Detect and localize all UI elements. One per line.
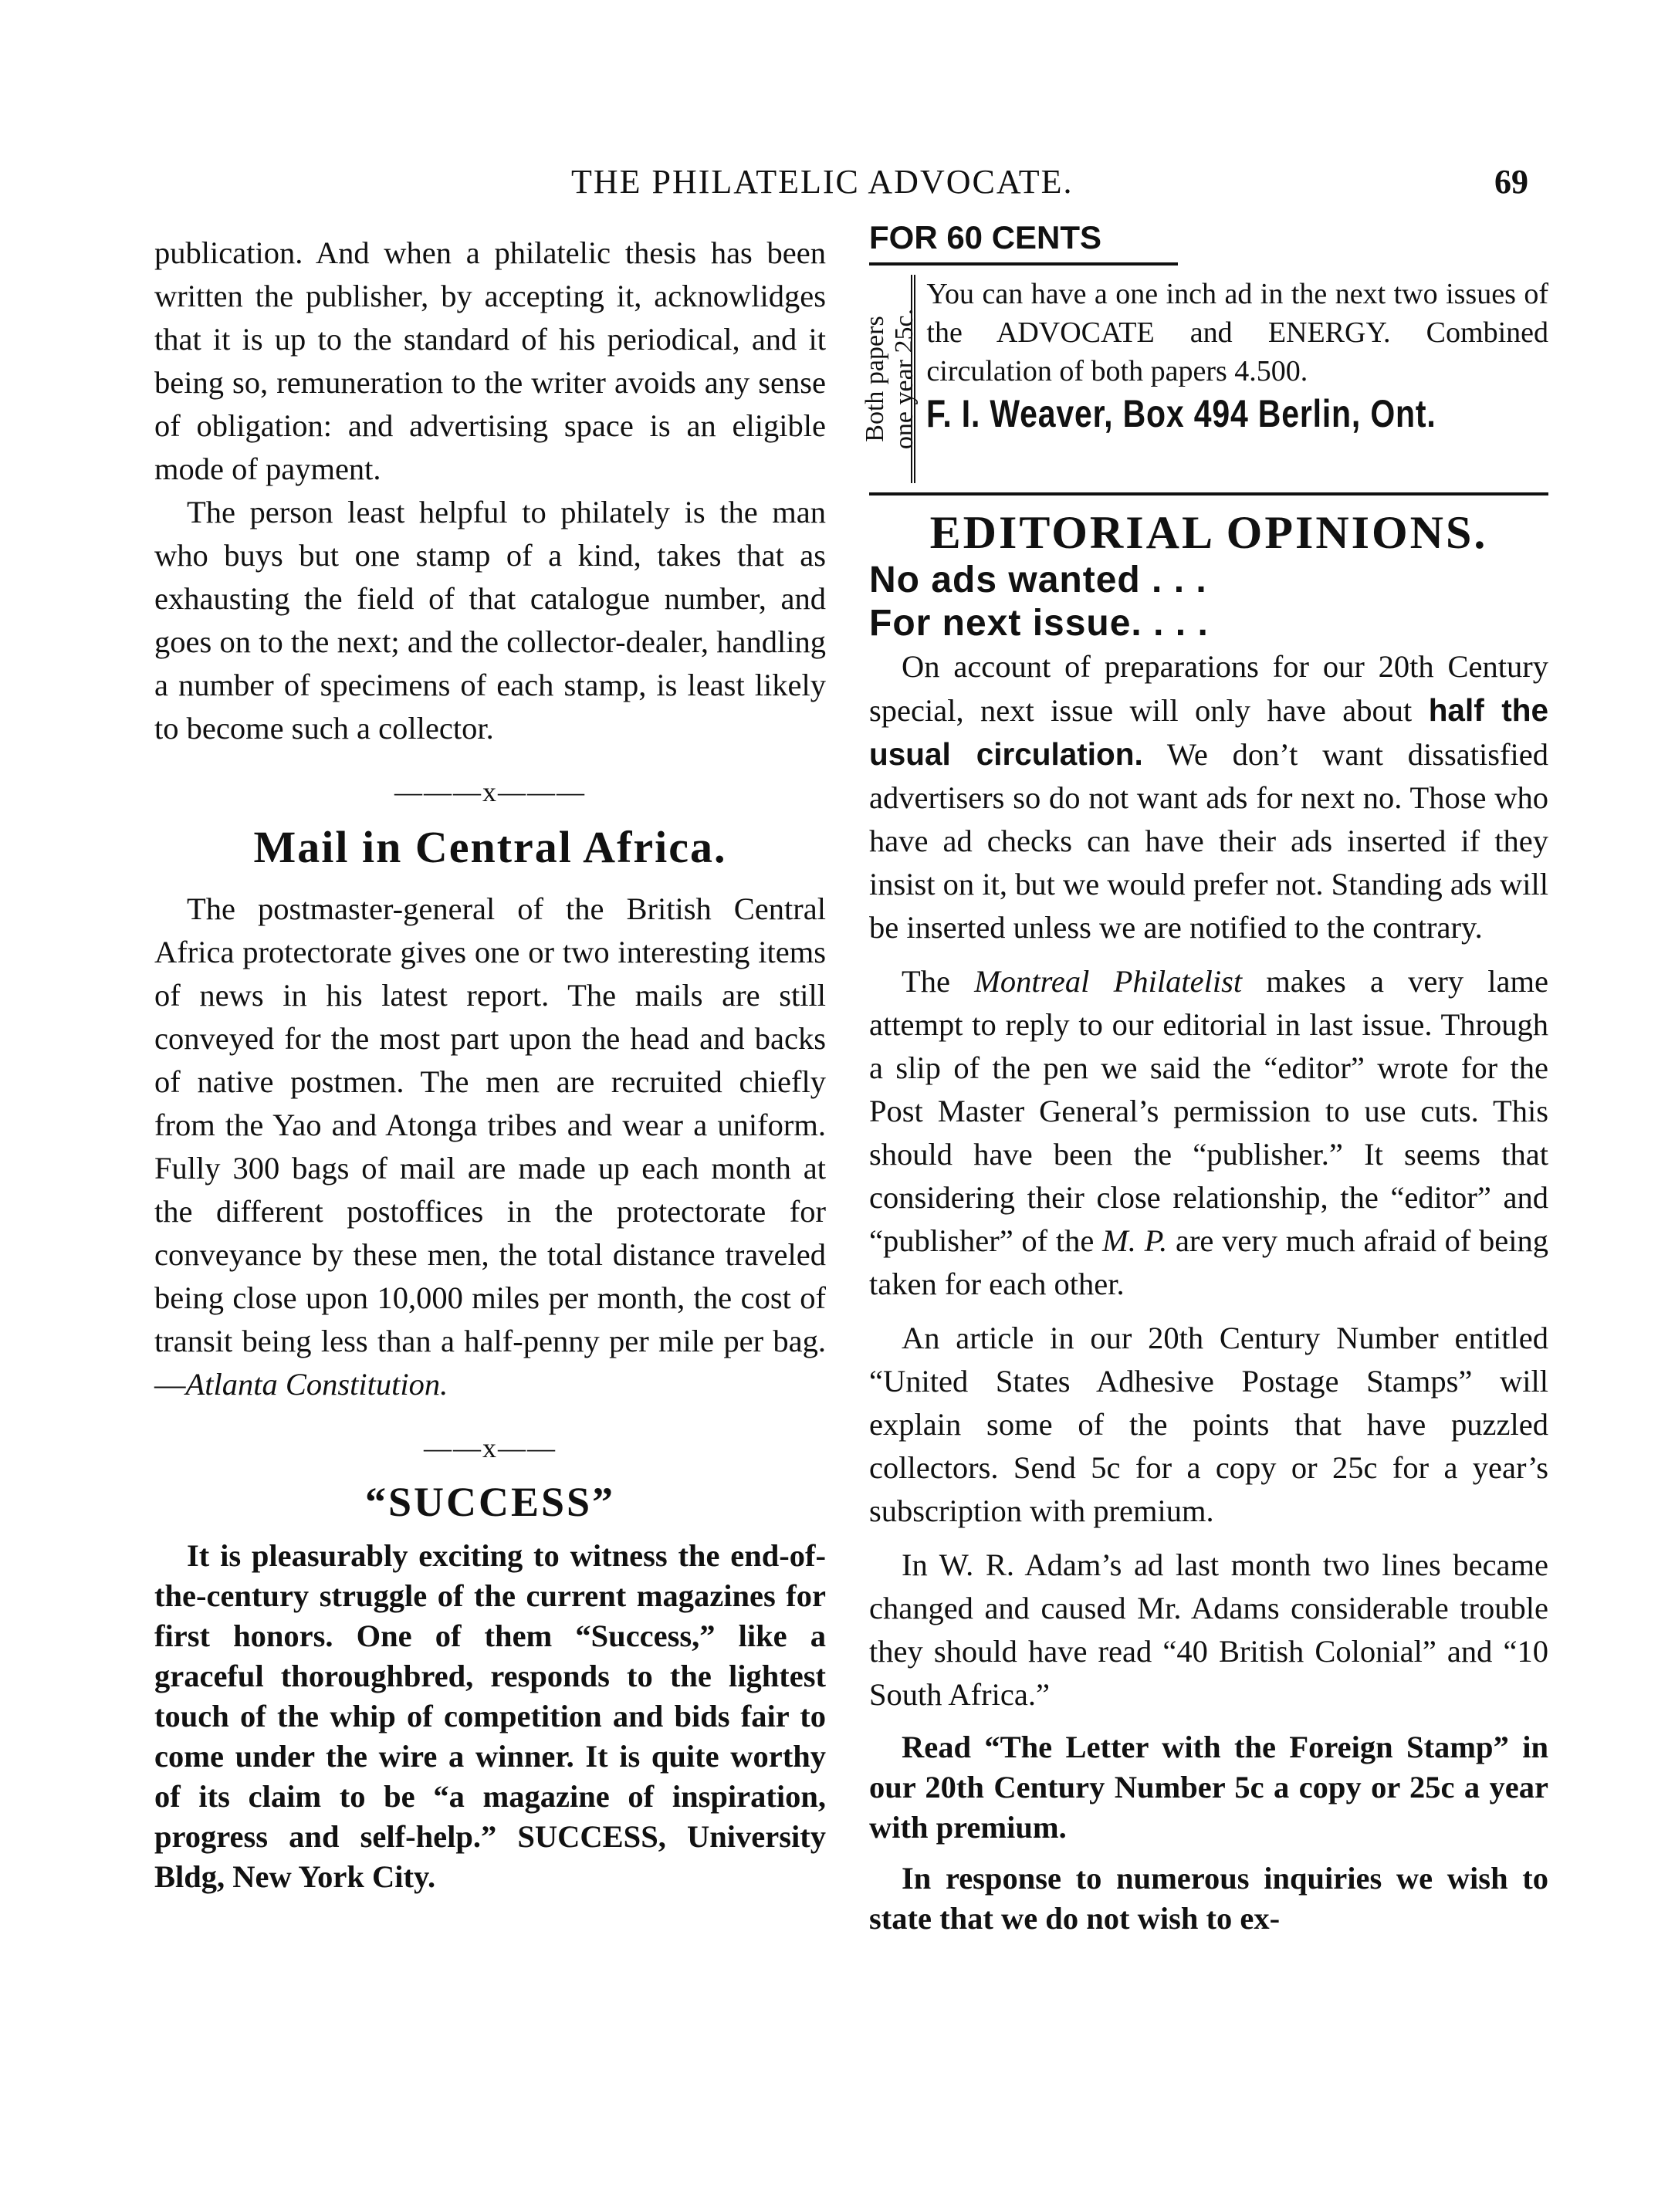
editorial-paragraph-4: In W. R. Adam’s ad last month two lines became changed and caused Mr. Adams considerable trouble they should have read “40 British Colonial” and “10 South Africa.” (869, 1547, 1548, 1712)
editorial-notice-line1: No ads wanted . . . (869, 560, 1207, 600)
left-column (154, 232, 826, 1897)
page-number: 69 (1494, 163, 1528, 201)
success-article-title: “SUCCESS” (364, 1479, 616, 1525)
section-separator: ———x——— (394, 776, 586, 807)
intro-paragraph: publication. And when a philatelic thesis has been written the publisher, by accepting it, acknowlidges that it is up to the standard of his periodical, and it being so, remuneration to the writer avoids any sense of obligation: and advertising space is an eligible mode of payment. (154, 235, 826, 486)
editorial-paragraph-3: An article in our 20th Century Number entitled “United States Adhesive Postage Stamps” will explain some of the points that have puzzled collectors. Send 5c for a copy or 25c for a year’s subscription with premium. (869, 1321, 1548, 1528)
editorial-notice-line2: For next issue. . . . (869, 603, 1209, 644)
collector-paragraph: The person least helpful to philately is the man who buys but one stamp of a kind, takes that as exhausting the field of that catalogue number, and goes on to the next; and the collector-dealer, handling a number of specimens of each stamp, is least likely to become such a collector. (154, 495, 826, 746)
mail-article-body: The postmaster-general of the British Central Africa protectorate gives one or two interesting items of news in his latest report. The mails are still conveyed for the most part upon the head and backs of native postmen. The men are recruited chiefly from the Yao and Atonga tribes and wear a uniform. Fully 300 bags of mail are made up each month at the different postoffices in the protectorate for conveyance by these men, the total distance traveled being close upon 10,000 miles per month, the cost of transit being less than a half-penny per mile per bag.—Atlanta Constitution. (154, 891, 826, 1402)
ad-text: You can have a one inch ad in the next two issues of the ADVOCATE and ENERGY. Combined circulation of both papers 4.500. (926, 278, 1548, 387)
ad-side-label: Both papers one year 25c. (869, 275, 915, 483)
editorial-title: EDITORIAL OPINIONS. (929, 507, 1488, 558)
editorial-paragraph-5: Read “The Letter with the Foreign Stamp” in our 20th Century Number 5c a copy or 25c a year with premium. (869, 1730, 1548, 1845)
page-header (154, 162, 1528, 208)
divider-rule (869, 492, 1548, 496)
editorial-paragraph-2: The Montreal Philatelist makes a very lame attempt to reply to our editorial in last issue. Through a slip of the pen we said the “editor” wrote for the Post Master General’s permission to use cuts. This should have been the “publisher.” It seems that considering their close relationship, the “editor” and “publisher” of the M. P. are very much afraid of being taken for each other. (869, 964, 1549, 1301)
section-separator: ——x—— (424, 1432, 557, 1463)
right-column (861, 218, 1549, 1939)
ad-box (861, 275, 1548, 483)
ad-contact: F. I. Weaver, Box 494 Berlin, Ont. (926, 392, 1436, 435)
running-title: THE PHILATELIC ADVOCATE. (571, 163, 1074, 201)
editorial-paragraph-1: On account of preparations for our 20th Century special, next issue will only have about half the usual circulation. We don’t want dissatisfied advertisers so do not want ads for next no. Those who have ad checks can have their ads inserted if they insist on it, but we would prefer not. Standing ads will be inserted unless we are notified to the contrary. (869, 649, 1549, 945)
mail-article-source: Atlanta Constitution. (185, 1367, 448, 1402)
ad-body (915, 275, 1548, 483)
success-article-body: It is pleasurably exciting to witness the end-of-the-century struggle of the current magazines for first honors. One of them “Success,” like a graceful thoroughbred, responds to the lightest touch of the whip of competition and bids fair to come under the wire a winner. It is quite worthy of its claim to be “a magazine of inspiration, progress and self-help.” SUCCESS, University Bldg, New York City. (154, 1538, 826, 1894)
editorial-paragraph-6: In response to numerous inquiries we wish to state that we do not wish to ex- (869, 1861, 1548, 1936)
mail-article-title: Mail in Central Africa. (253, 822, 727, 872)
ad-heading: FOR 60 CENTS (869, 218, 1178, 266)
